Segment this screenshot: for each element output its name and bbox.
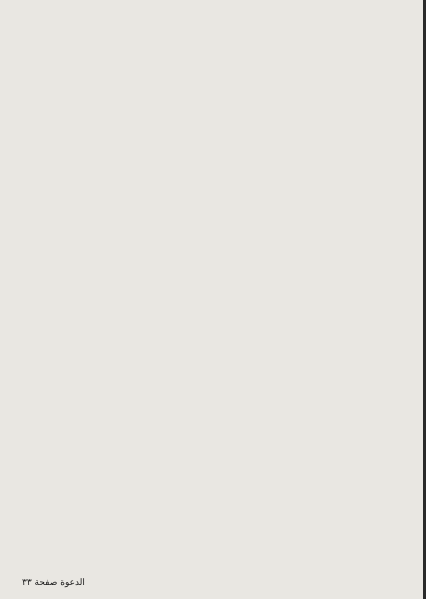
footer-magazine-page-number: الدعوة صفحة ٣٣ — [22, 578, 85, 588]
article-columns — [12, 22, 408, 570]
page-footer — [12, 576, 408, 590]
